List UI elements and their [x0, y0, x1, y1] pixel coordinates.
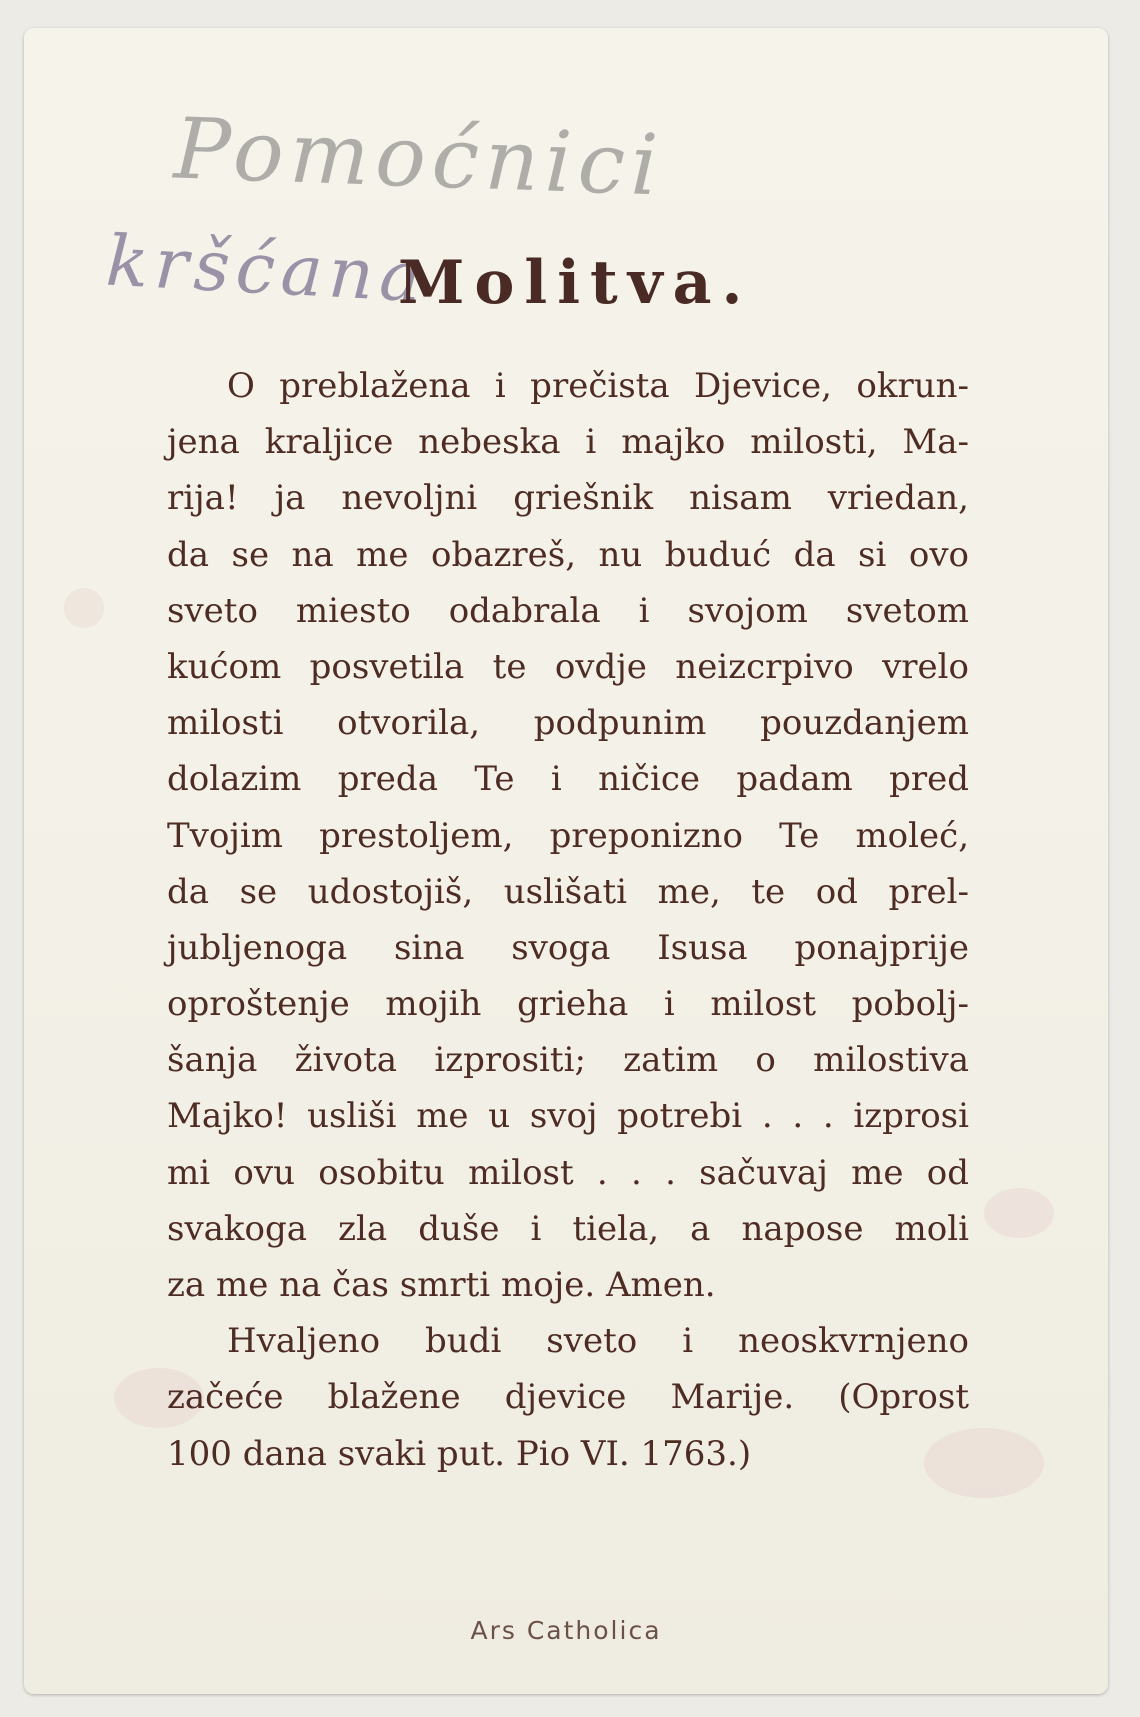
- prayer-line: da se udostojiš, uslišati me, te od prel-: [167, 871, 969, 912]
- prayer-line: da se na me obazreš, nu buduć da si ovo: [167, 534, 969, 575]
- stain: [984, 1188, 1054, 1238]
- stain: [64, 588, 104, 628]
- prayer-line: Tvojim prestoljem, preponizno Te moleć,: [167, 815, 969, 856]
- prayer-line: sveto miesto odabrala i svojom svetom: [167, 590, 969, 631]
- prayer-title: Molitva.: [398, 248, 753, 318]
- handwritten-note-1: Pomoćnici: [172, 99, 666, 215]
- prayer-line: Majko! usliši me u svoj potrebi . . . izprosi: [167, 1096, 969, 1137]
- prayer-line: jubljenoga sina svoga Isusa ponajprije: [167, 927, 969, 968]
- prayer-line: oproštenje mojih grieha i milost pobolj-: [167, 984, 969, 1025]
- prayer-card: [24, 28, 1108, 1694]
- closing-line: Hvaljeno budi sveto i neoskvrnjeno: [227, 1321, 969, 1362]
- prayer-line: svakoga zla duše i tiela, a napose moli: [167, 1208, 969, 1249]
- handwritten-note-2: kršćana: [104, 219, 430, 319]
- prayer-line: jena kraljice nebeska i majko milosti, Ma-: [167, 422, 969, 463]
- prayer-text: [167, 358, 969, 1482]
- prayer-line: za me na čas smrti moje. Amen.: [167, 1265, 716, 1305]
- closing-line: začeće blažene djevice Marije. (Oprost: [167, 1377, 969, 1418]
- prayer-line: mi ovu osobitu milost . . . sačuvaj me od: [167, 1152, 969, 1193]
- prayer-line: O preblažena i prečista Djevice, okrun-: [227, 366, 969, 406]
- prayer-line: milosti otvorila, podpunim pouzdanjem: [167, 703, 969, 744]
- prayer-line: rija! ja nevoljni griešnik nisam vriedan,: [167, 478, 969, 519]
- prayer-line: šanja života izprositi; zatim o milostiva: [167, 1040, 969, 1081]
- closing-line: 100 dana svaki put. Pio VI. 1763.): [167, 1433, 752, 1474]
- prayer-line: kućom posvetila te ovdje neizcrpivo vrelo: [167, 646, 969, 687]
- publisher-imprint: Ars Catholica: [470, 1616, 662, 1645]
- prayer-line: dolazim preda Te i ničice padam pred: [167, 759, 969, 800]
